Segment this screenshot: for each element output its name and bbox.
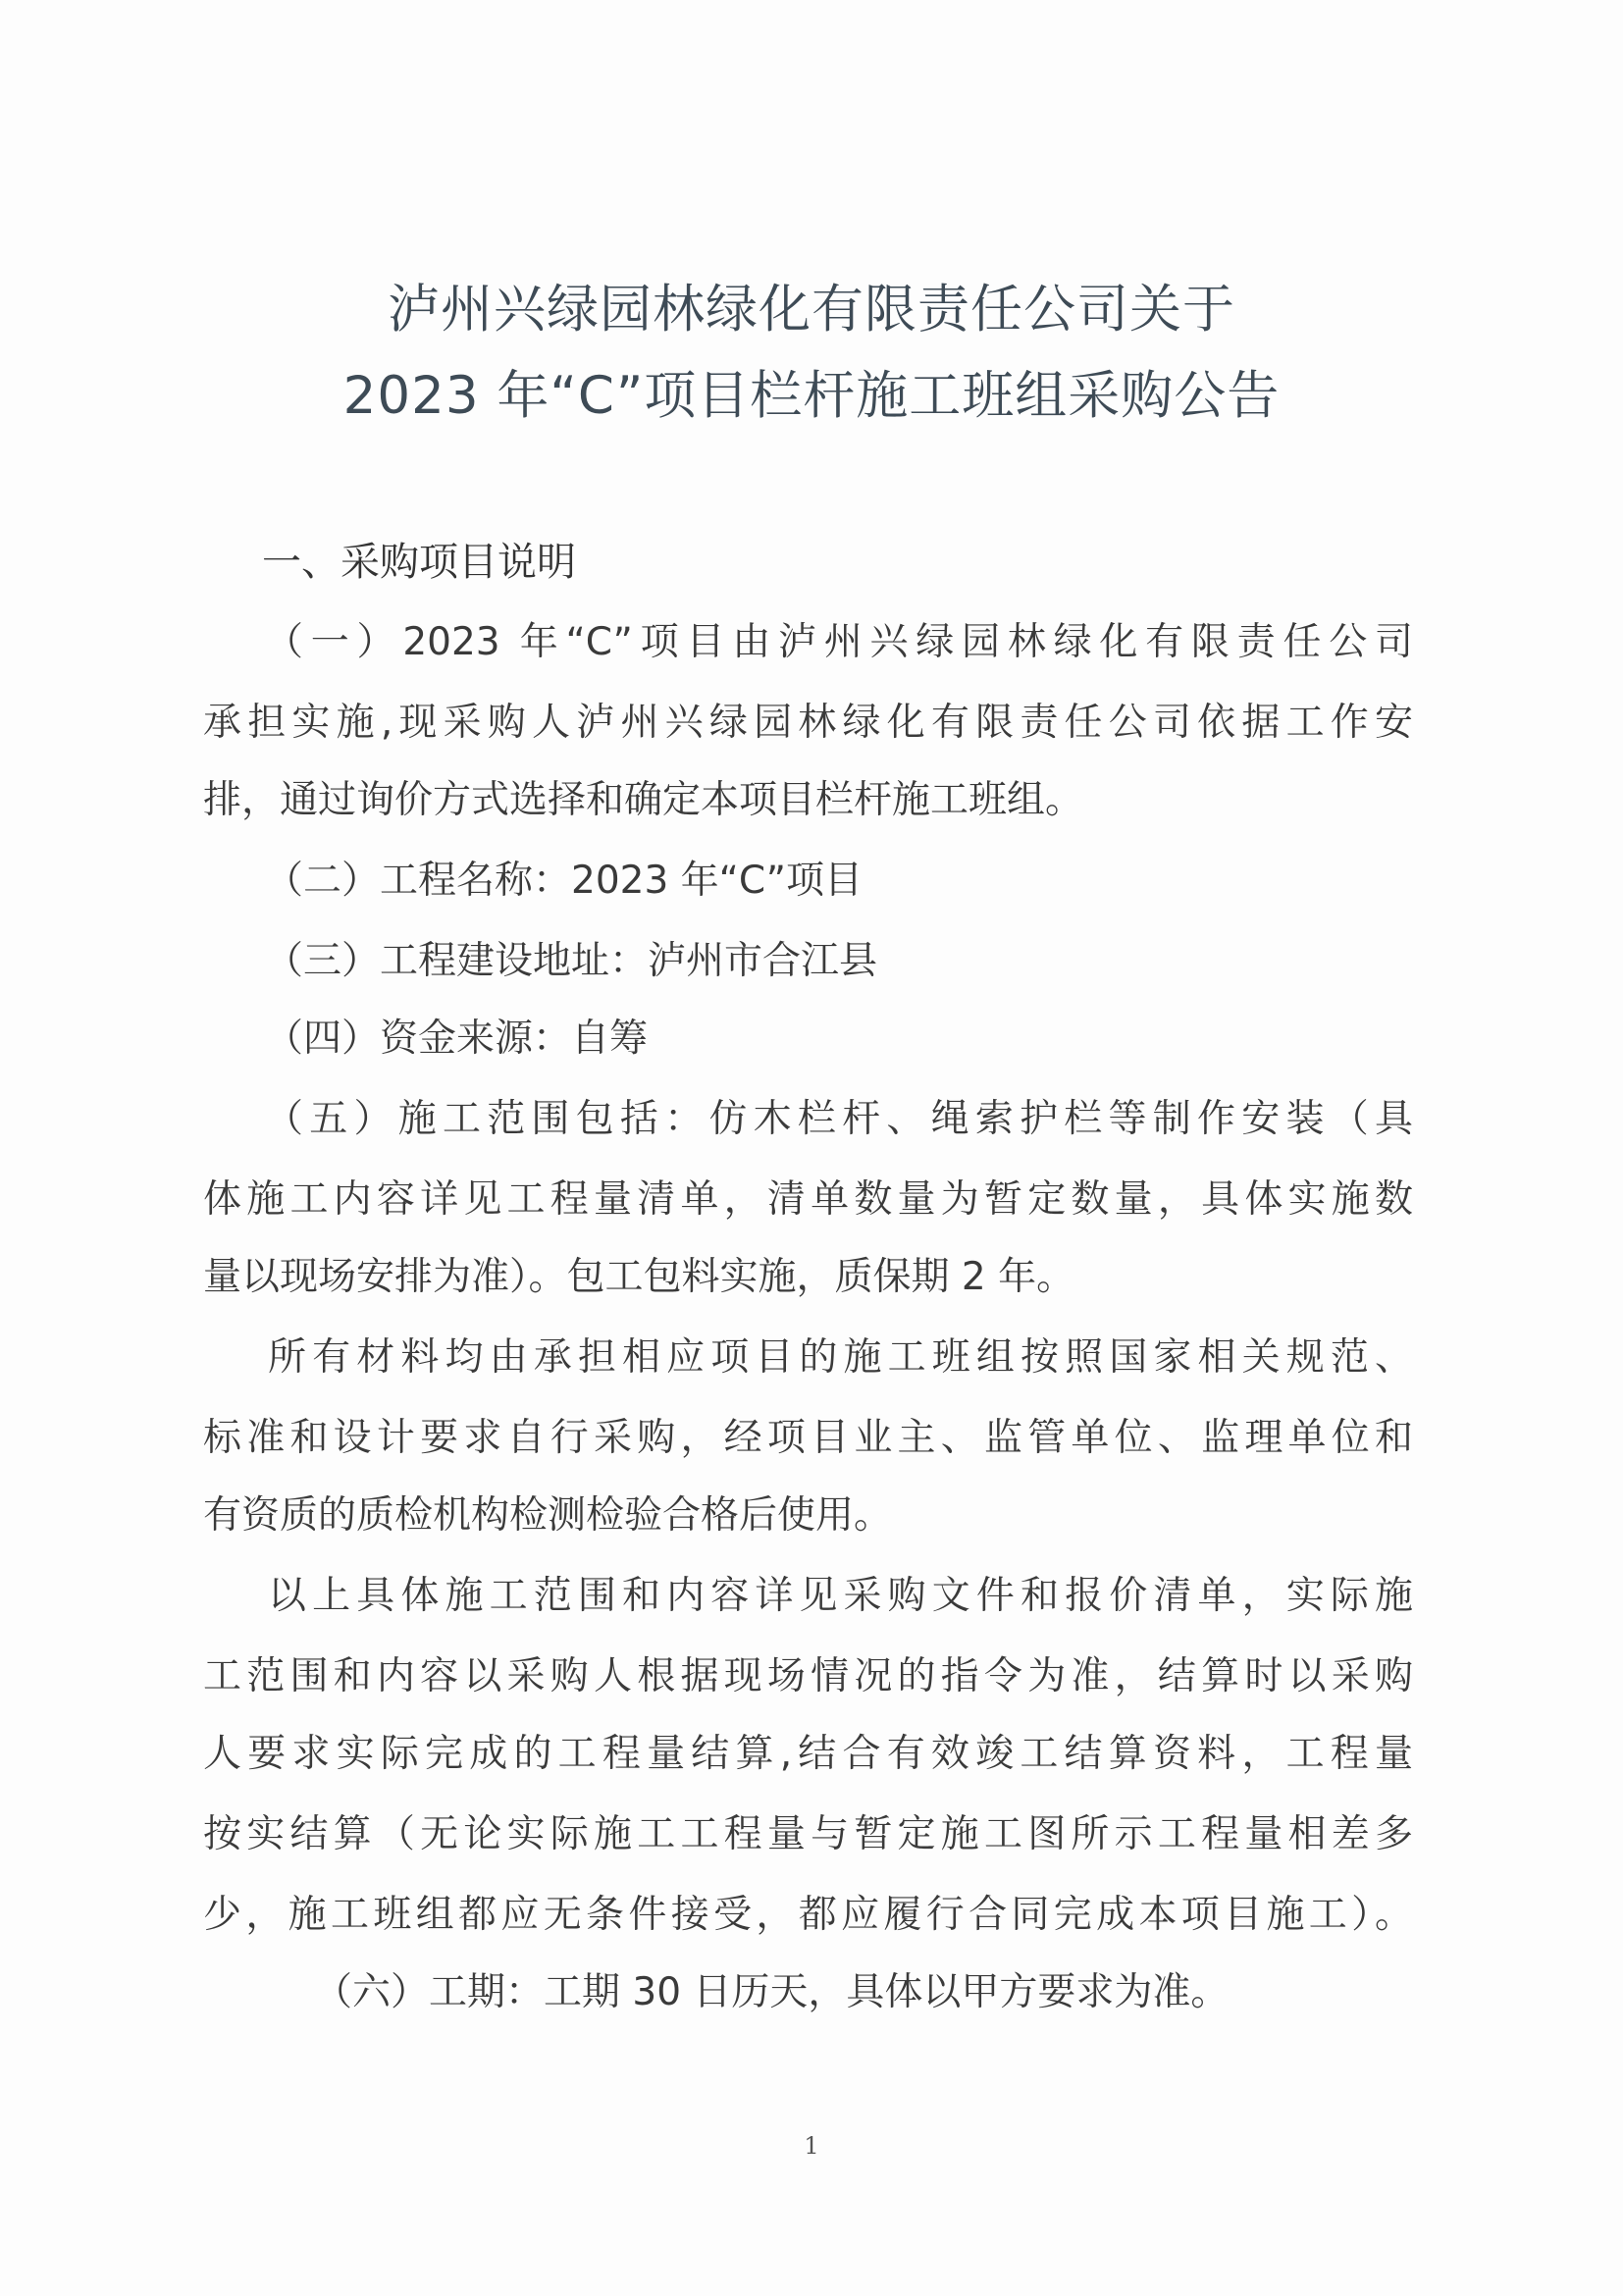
paragraph-settlement-line-4: 按实结算（无论实际施工工程量与暂定施工图所示工程量相差多: [203, 1812, 1413, 1856]
paragraph-scope-line-1: （五）施工范围包括：仿木栏杆、绳索护栏等制作安装（具: [265, 1097, 1413, 1141]
document-title-line-2: 2023 年“C”项目栏杆施工班组采购公告: [342, 366, 1281, 426]
paragraph-settlement-line-1: 以上具体施工范围和内容详见采购文件和报价清单，实际施: [268, 1574, 1413, 1618]
paragraph-project-address: （三）工程建设地址：泸州市合江县: [265, 939, 878, 983]
page-number: 1: [804, 2132, 819, 2160]
paragraph-1-line-1: （一）2023 年“C”项目由泸州兴绿园林绿化有限责任公司: [265, 620, 1413, 664]
paragraph-materials-line-2: 标准和设计要求自行采购，经项目业主、监管单位、监理单位和: [203, 1416, 1413, 1460]
paragraph-settlement-line-3: 人要求实际完成的工程量结算,结合有效竣工结算资料，工程量: [203, 1732, 1413, 1776]
paragraph-settlement-line-2: 工范围和内容以采购人根据现场情况的指令为准，结算时以采购: [203, 1654, 1413, 1698]
paragraph-funding-source: （四）资金来源：自筹: [265, 1017, 649, 1061]
section-heading: 一、采购项目说明: [262, 540, 576, 585]
paragraph-scope-line-2: 体施工内容详见工程量清单，清单数量为暂定数量，具体实施数: [203, 1177, 1413, 1222]
paragraph-1-line-3: 排，通过询价方式选择和确定本项目栏杆施工班组。: [203, 778, 1084, 822]
paragraph-materials-line-1: 所有材料均由承担相应项目的施工班组按照国家相关规范、: [268, 1335, 1413, 1380]
document-title-line-1: 泸州兴绿园林绿化有限责任公司关于: [388, 280, 1235, 339]
paragraph-scope-line-3: 量以现场安排为准）。包工包料实施，质保期 2 年。: [203, 1255, 1075, 1299]
paragraph-materials-line-3: 有资质的质检机构检测检验合格后使用。: [203, 1493, 893, 1538]
paragraph-1-line-2: 承担实施,现采购人泸州兴绿园林绿化有限责任公司依据工作安: [203, 701, 1413, 745]
paragraph-project-name: （二）工程名称：2023 年“C”项目: [265, 859, 864, 903]
paragraph-duration: （六）工期：工期 30 日历天，具体以甲方要求为准。: [314, 1970, 1230, 2014]
paragraph-settlement-line-5: 少，施工班组都应无条件接受，都应履行合同完成本项目施工）。: [203, 1893, 1413, 1937]
